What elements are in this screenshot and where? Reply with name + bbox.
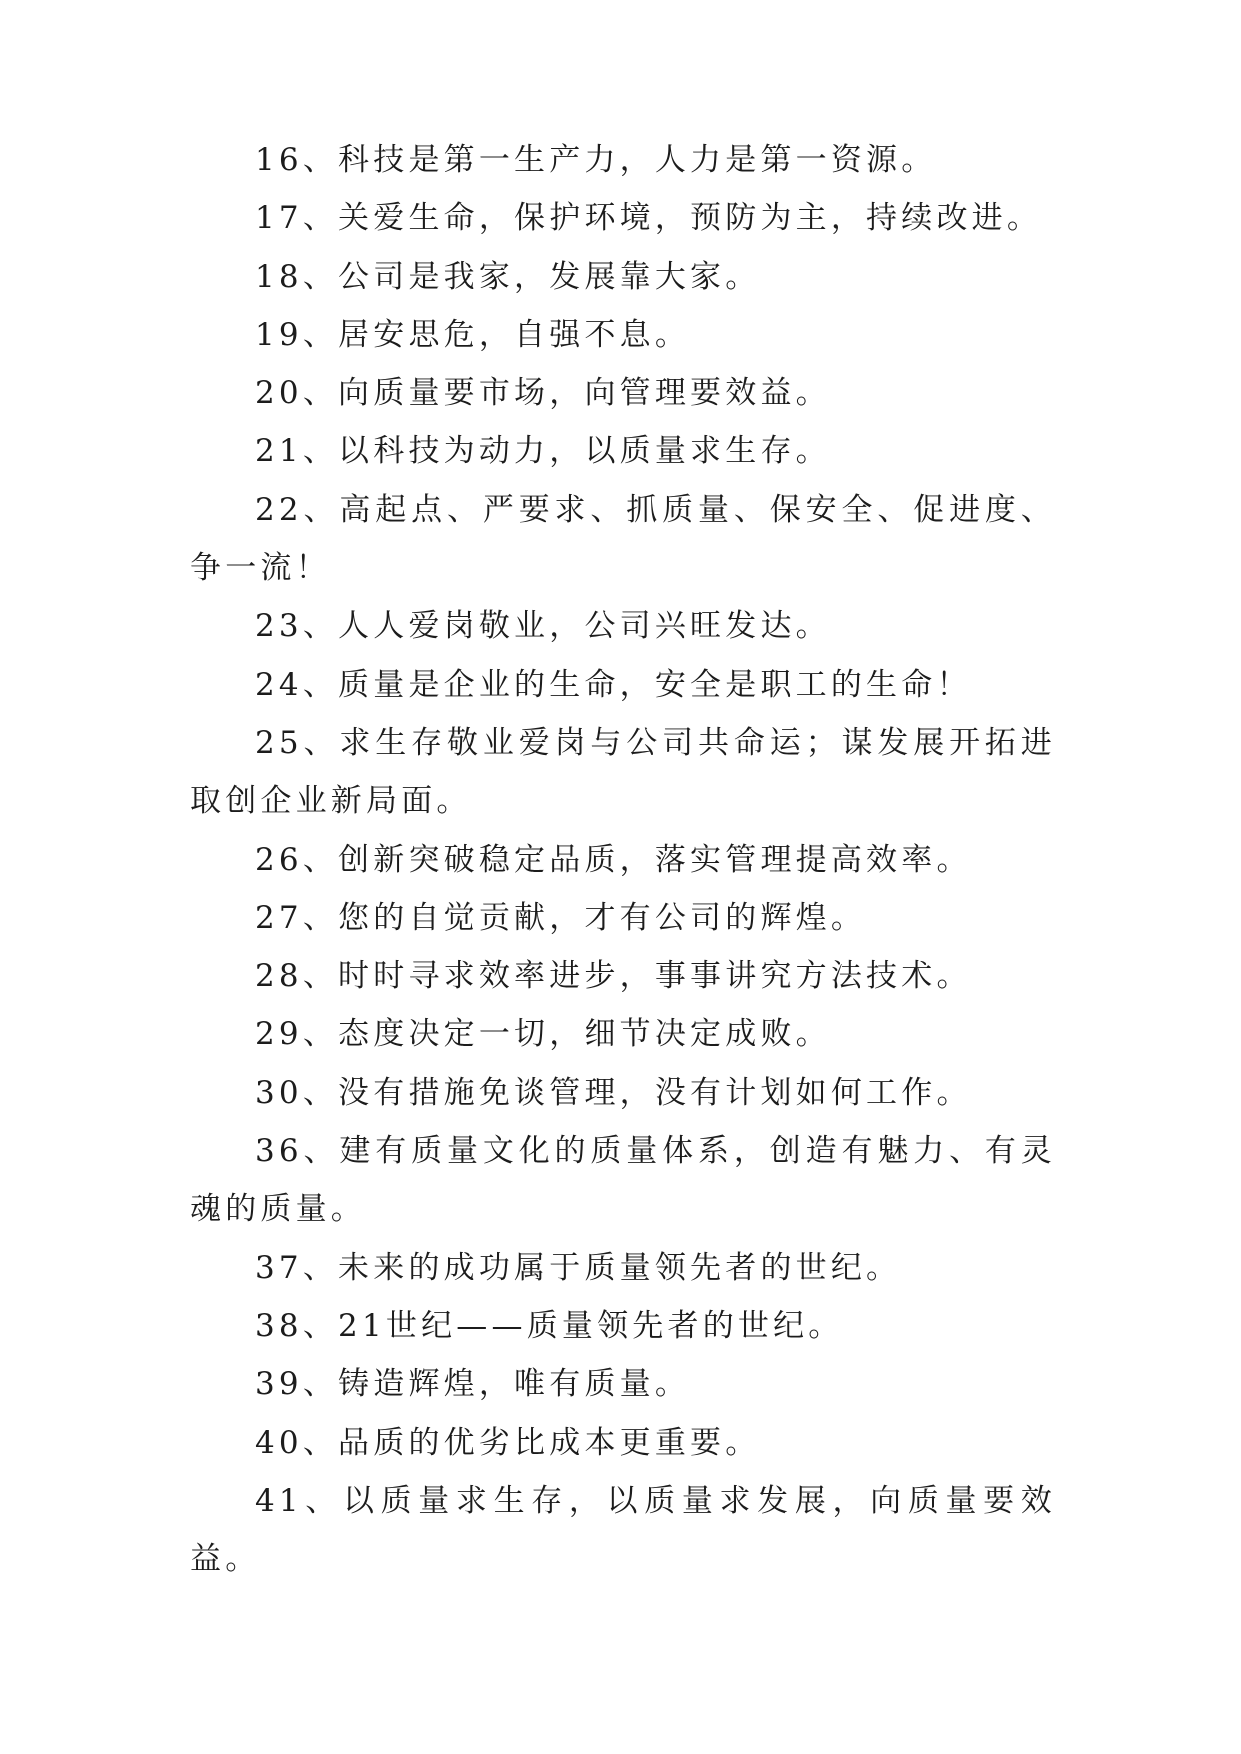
list-item: 27、您的自觉贡献，才有公司的辉煌。 bbox=[255, 899, 867, 936]
list-item: 16、科技是第一生产力，人力是第一资源。 bbox=[255, 142, 937, 178]
list-item: 21、以科技为动力，以质量求生存。 bbox=[255, 433, 831, 470]
list-item: 19、居安思危，自强不息。 bbox=[255, 316, 691, 353]
document-body bbox=[190, 131, 1056, 1588]
list-item: 22、高起点、严要求、抓质量、保安全、促进度、争一流！ bbox=[190, 491, 1056, 587]
list-item: 41、以质量求生存，以质量求发展，向质量要效益。 bbox=[190, 1482, 1056, 1578]
list-item: 26、创新突破稳定品质，落实管理提高效率。 bbox=[255, 841, 972, 878]
list-item: 18、公司是我家，发展靠大家。 bbox=[255, 258, 761, 295]
list-item: 38、21世纪——质量领先者的世纪。 bbox=[255, 1307, 844, 1344]
list-item: 39、铸造辉煌，唯有质量。 bbox=[255, 1366, 691, 1403]
list-item: 20、向质量要市场，向管理要效益。 bbox=[255, 375, 831, 412]
list-item: 25、求生存敬业爱岗与公司共命运；谋发展开拓进取创企业新局面。 bbox=[190, 724, 1056, 820]
list-item: 37、未来的成功属于质量领先者的世纪。 bbox=[255, 1249, 902, 1286]
list-item: 23、人人爱岗敬业，公司兴旺发达。 bbox=[255, 608, 831, 645]
list-item: 24、质量是企业的生命，安全是职工的生命！ bbox=[255, 666, 972, 703]
list-item: 40、品质的优劣比成本更重要。 bbox=[255, 1424, 761, 1461]
list-item: 36、建有质量文化的质量体系，创造有魅力、有灵魂的质量。 bbox=[190, 1133, 1056, 1228]
list-item: 30、没有措施免谈管理，没有计划如何工作。 bbox=[255, 1074, 972, 1111]
list-item: 29、态度决定一切，细节决定成败。 bbox=[255, 1016, 831, 1053]
list-item: 28、时时寻求效率进步，事事讲究方法技术。 bbox=[255, 958, 972, 995]
list-item: 17、关爱生命，保护环境，预防为主，持续改进。 bbox=[255, 200, 1043, 237]
